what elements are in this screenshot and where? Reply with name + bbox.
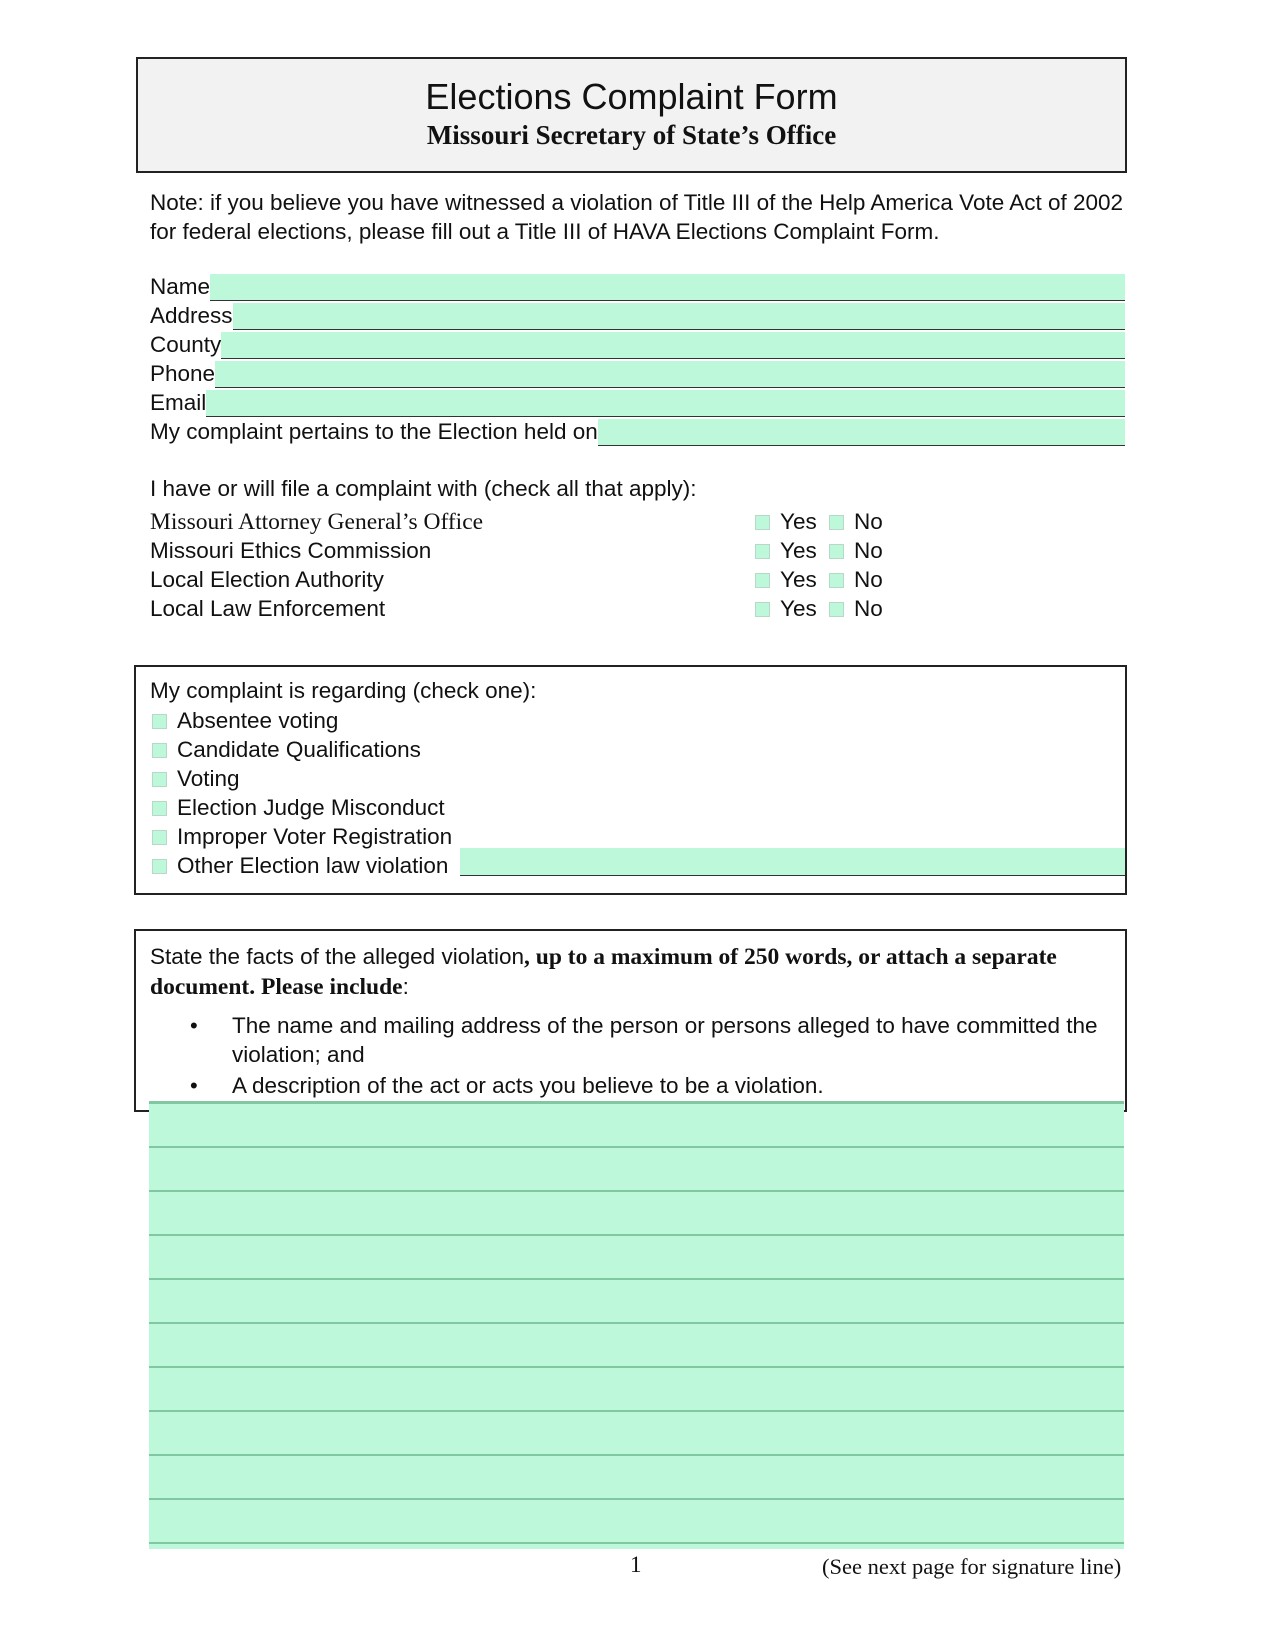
phone-row [150, 359, 1125, 388]
no-option [829, 508, 883, 536]
candidate-qualifications-label: Candidate Qualifications [177, 737, 421, 762]
county-row [150, 330, 1125, 359]
agency-local-election-authority: Local Election Authority [150, 567, 384, 592]
hava-note: Note: if you believe you have witnessed a violation of Title III of the Help America Vote Act of 2002 for federal elections, please fill out a Title III of HAVA Elections Complaint Form. [150, 190, 1124, 244]
complaint-type-voting [152, 765, 240, 793]
no-option [829, 537, 883, 565]
no-label: No [854, 509, 883, 534]
next-page-note: (See next page for signature line) [822, 1554, 1122, 1579]
address-row [150, 301, 1125, 330]
no-label: No [854, 538, 883, 563]
agency-ethics-commission: Missouri Ethics Commission [150, 538, 432, 563]
email-label: Email [150, 390, 207, 415]
judge-misconduct-label: Election Judge Misconduct [177, 795, 445, 820]
page-number: 1 [630, 1552, 642, 1577]
facts-bullet [190, 1011, 1110, 1069]
facts-intro-text: State the facts of the alleged violation [150, 944, 524, 969]
form-title: Elections Complaint Form [425, 76, 838, 117]
complaint-type-registration [152, 823, 452, 851]
county-field[interactable] [221, 332, 1125, 359]
facts-bullet [190, 1071, 1110, 1100]
filed-with-heading: I have or will file a complaint with (check all that apply): [150, 476, 697, 501]
yes-option [755, 595, 817, 623]
yes-option [755, 508, 817, 536]
no-option [829, 595, 883, 623]
phone-field[interactable] [215, 361, 1125, 388]
no-option [829, 566, 883, 594]
agency-attorney-general: Missouri Attorney General’s Office [150, 509, 484, 535]
improper-registration-checkbox[interactable] [152, 830, 167, 845]
county-label: County [150, 332, 222, 357]
form-header [136, 57, 1127, 173]
bullet-icon: • [190, 1013, 198, 1038]
voting-checkbox[interactable] [152, 772, 167, 787]
agency-local-law-enforcement: Local Law Enforcement [150, 596, 386, 621]
complaint-type-candidate [152, 736, 421, 764]
phone-label: Phone [150, 361, 216, 386]
local-election-authority-no-checkbox[interactable] [829, 573, 844, 588]
bullet-icon: • [190, 1073, 198, 1098]
yes-option [755, 537, 817, 565]
local-election-authority-yes-checkbox[interactable] [755, 573, 770, 588]
candidate-qualifications-checkbox[interactable] [152, 743, 167, 758]
facts-intro-bold: , up to a maximum of 250 words, or attach a separate document. Please include [150, 944, 1057, 1000]
facts-intro-end: : [402, 974, 409, 999]
complaint-type-other [152, 852, 448, 880]
email-field[interactable] [206, 390, 1125, 417]
address-field[interactable] [233, 303, 1125, 330]
no-label: No [854, 567, 883, 592]
judge-misconduct-checkbox[interactable] [152, 801, 167, 816]
voting-label: Voting [177, 766, 240, 791]
facts-textarea[interactable] [149, 1101, 1124, 1549]
complaint-type-judge [152, 794, 445, 822]
email-row [150, 388, 1125, 417]
other-violation-field[interactable] [460, 848, 1125, 876]
yes-label: Yes [780, 509, 817, 534]
attorney-general-yes-checkbox[interactable] [755, 515, 770, 530]
other-violation-label: Other Election law violation [177, 853, 449, 878]
name-row [150, 272, 1125, 301]
facts-bullet-text: A description of the act or acts you believe to be a violation. [232, 1073, 824, 1098]
election-date-field[interactable] [598, 419, 1125, 446]
name-field[interactable] [210, 274, 1125, 301]
facts-bullet-text: The name and mailing address of the person or persons alleged to have committed the violation; and [232, 1013, 1098, 1067]
form-subtitle: Missouri Secretary of State’s Office [426, 120, 837, 150]
name-label: Name [150, 274, 211, 299]
absentee-label: Absentee voting [177, 708, 339, 733]
facts-instructions [150, 942, 1110, 1002]
address-label: Address [150, 303, 233, 328]
absentee-checkbox[interactable] [152, 714, 167, 729]
complaint-type-absentee [152, 707, 338, 735]
yes-label: Yes [780, 538, 817, 563]
ethics-commission-yes-checkbox[interactable] [755, 544, 770, 559]
election-date-label: My complaint pertains to the Election held on [150, 419, 598, 444]
complaint-type-heading: My complaint is regarding (check one): [150, 678, 537, 703]
other-violation-checkbox[interactable] [152, 859, 167, 874]
no-label: No [854, 596, 883, 621]
attorney-general-no-checkbox[interactable] [829, 515, 844, 530]
yes-label: Yes [780, 567, 817, 592]
local-law-enforcement-no-checkbox[interactable] [829, 602, 844, 617]
ethics-commission-no-checkbox[interactable] [829, 544, 844, 559]
improper-registration-label: Improper Voter Registration [177, 824, 453, 849]
election-date-row [150, 417, 1125, 446]
yes-label: Yes [780, 596, 817, 621]
yes-option [755, 566, 817, 594]
facts-divider [149, 1101, 1124, 1104]
local-law-enforcement-yes-checkbox[interactable] [755, 602, 770, 617]
